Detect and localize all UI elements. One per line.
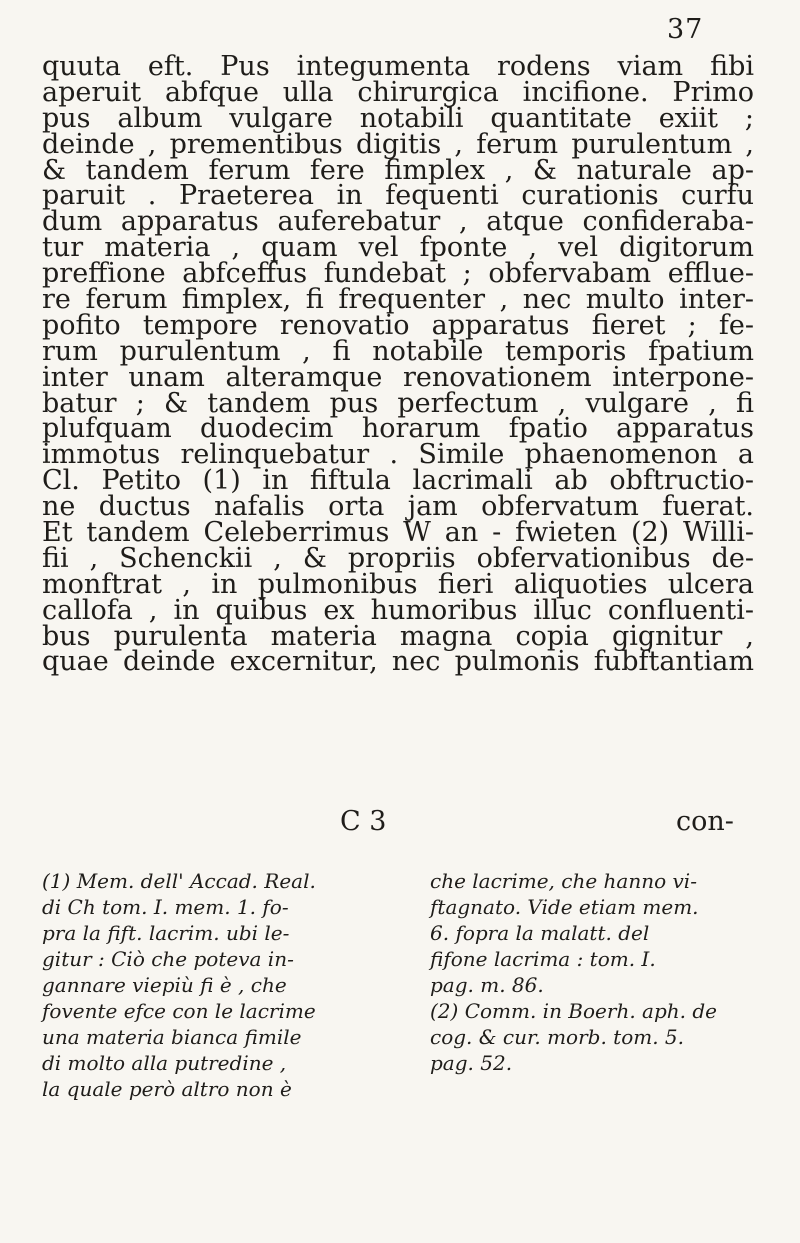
- footnote-line: gannare viepiù fi è , che: [42, 973, 287, 997]
- text-line: pus album vulgare notabili quantitate exiit ;: [42, 102, 754, 134]
- signature-mark: C 3: [340, 806, 387, 837]
- text-line: & tandem ferum fere fimplex , & naturale ap-: [42, 154, 754, 186]
- text-line: monftrat , in pulmonibus fieri aliquoties ulcera: [42, 568, 754, 600]
- footnote-line: che lacrime, che hanno vi-: [430, 869, 697, 893]
- footnote-line: di molto alla putredine ,: [42, 1051, 287, 1075]
- text-line: ne ductus nafalis orta jam obfervatum fuerat.: [42, 491, 754, 523]
- text-line: Cl. Petito (1) in fiftula lacrimali ab obftructio-: [42, 465, 754, 497]
- page-number: 37: [667, 14, 704, 45]
- text-line: quae deinde excernitur, nec pulmonis fubftantiam: [42, 646, 754, 678]
- footnote-line: (2) Comm. in Boerh. aph. de: [430, 999, 718, 1023]
- text-line: deinde , prementibus digitis , ferum purulentum ,: [42, 128, 754, 160]
- text-line: bus purulenta materia magna copia gignitur ,: [42, 620, 754, 652]
- text-line: batur ; & tandem pus perfectum , vulgare , fi: [42, 387, 754, 419]
- text-line: quuta eft. Pus integumenta rodens viam fibi: [42, 51, 754, 82]
- text-line: dum apparatus auferebatur , atque confideraba-: [42, 206, 754, 238]
- catchword: con-: [676, 806, 734, 837]
- text-line: rum purulentum , fi notabile temporis fpatium: [42, 335, 754, 367]
- footnote-line: (1) Mem. dell' Accad. Real.: [42, 869, 316, 893]
- footnote-line: una materia bianca fimile: [42, 1025, 302, 1049]
- footnote-line: pra la fift. lacrim. ubi le-: [42, 921, 290, 945]
- text-line: paruit . Praeterea in fequenti curationis curfu: [42, 180, 754, 212]
- text-line: pofito tempore renovatio apparatus fieret ; fe-: [42, 309, 754, 341]
- text-line: inter unam alteramque renovationem interpone-: [42, 361, 754, 393]
- footnote-line: fovente efce con le lacrime: [42, 999, 316, 1023]
- footnote-line: la quale però altro non è: [42, 1077, 292, 1101]
- text-line: preffione abfceffus fundebat ; obfervabam efflue-: [42, 258, 754, 290]
- text-line: fii , Schenckii , & propriis obfervationibus de-: [42, 542, 754, 574]
- footnote-line: fifone lacrima : tom. I.: [430, 947, 656, 971]
- text-line: tur materia , quam vel fponte , vel digitorum: [42, 232, 754, 264]
- text-line: aperuit abfque ulla chirurgica incifione. Primo: [42, 76, 754, 108]
- footnote-line: cog. & cur. morb. tom. 5.: [430, 1025, 685, 1049]
- footnotes-left-column: [42, 868, 402, 1102]
- text-line: immotus relinquebatur . Simile phaenomenon a: [42, 439, 754, 471]
- footnote-line: 6. fopra la malatt. del: [430, 921, 650, 945]
- text-line: re ferum fimplex, fi frequenter , nec multo inter-: [42, 284, 754, 316]
- footnote-line: pag. 52.: [430, 1051, 513, 1075]
- text-line: callofa , in quibus ex humoribus illuc confluenti-: [42, 594, 754, 626]
- footnote-line: di Ch tom. I. mem. 1. fo-: [42, 895, 289, 919]
- text-line: plufquam duodecim horarum fpatio apparatus: [42, 413, 754, 445]
- footnote-line: ftagnato. Vide etiam mem.: [430, 895, 699, 919]
- footnote-line: pag. m. 86.: [430, 973, 544, 997]
- footnote-line: gitur : Ciò che poteva in-: [42, 947, 294, 971]
- footnotes-right-column: [430, 868, 800, 1076]
- main-text-block: [42, 51, 800, 678]
- text-line: Et tandem Celeberrimus W an - fwieten (2) Willi-: [42, 517, 754, 549]
